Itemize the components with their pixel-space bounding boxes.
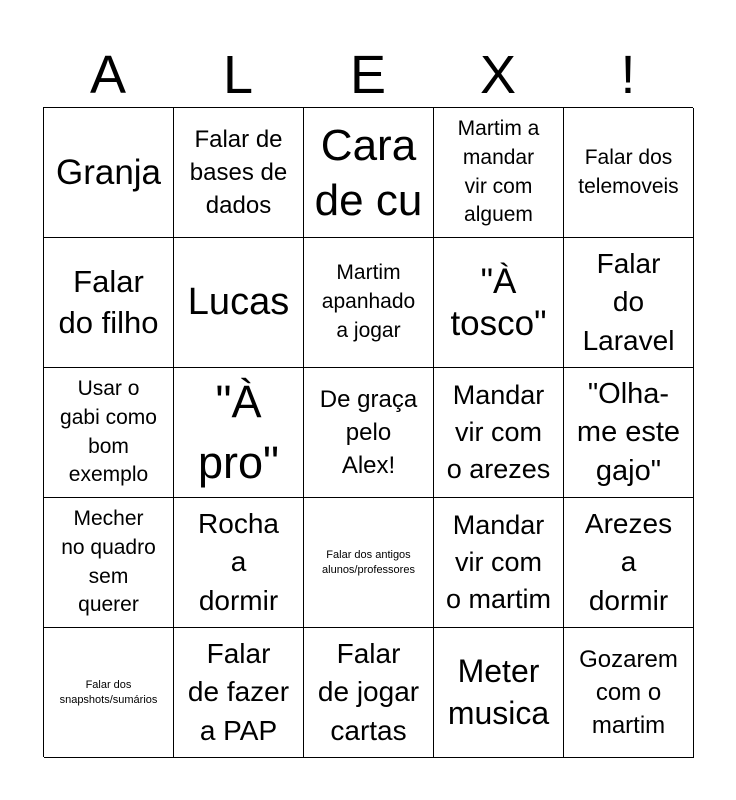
bingo-cell-r3c3[interactable] <box>304 368 434 498</box>
bingo-cell-r5c3[interactable] <box>304 628 434 758</box>
bingo-board <box>43 107 693 757</box>
cell-text: Falar dos snapshots/sumários <box>59 678 158 706</box>
cell-text: "Olha- me este gajo" <box>576 378 681 487</box>
cell-text: "À tosco" <box>450 261 547 343</box>
bingo-cell-r3c5[interactable] <box>564 368 694 498</box>
cell-text: Falar dos telemoveis <box>578 145 679 198</box>
bingo-cell-r2c2[interactable] <box>174 238 304 368</box>
cell-text: Martim apanhado a jogar <box>321 261 416 342</box>
cell-text: Lucas <box>187 280 290 323</box>
bingo-cell-r4c2[interactable] <box>174 498 304 628</box>
cell-text: Martim a mandar vir com alguem <box>457 116 540 227</box>
bingo-cell-r2c1[interactable] <box>44 238 174 368</box>
bingo-cell-r3c2[interactable] <box>174 368 304 498</box>
bingo-cell-r2c4[interactable] <box>434 238 564 368</box>
bingo-cell-r4c4[interactable] <box>434 498 564 628</box>
cell-text: Falar do Laravel <box>582 247 675 356</box>
title-letter-a: A <box>89 45 127 105</box>
cell-text: Mecher no quadro sem querer <box>61 506 156 617</box>
bingo-cell-r4c5[interactable] <box>564 498 694 628</box>
cell-text: Granja <box>55 152 162 192</box>
title-letter-l: L <box>222 45 254 105</box>
cell-text: Rocha a dormir <box>198 507 279 616</box>
cell-text: Falar de fazer a PAP <box>187 637 290 746</box>
title-letter-x: X <box>479 45 517 105</box>
cell-text: De graça pelo Alex! <box>319 385 418 480</box>
title-exclamation: ! <box>620 45 636 105</box>
cell-text: Mandar vir com o martim <box>445 510 551 614</box>
cell-text: Gozarem com o martim <box>579 645 678 740</box>
cell-text: Falar de jogar cartas <box>317 637 420 746</box>
cell-text: Mandar vir com o arezes <box>446 380 551 484</box>
bingo-cell-r1c5[interactable] <box>564 108 694 238</box>
bingo-cell-r5c1[interactable] <box>44 628 174 758</box>
bingo-cell-r1c2[interactable] <box>174 108 304 238</box>
bingo-cell-r5c4[interactable] <box>434 628 564 758</box>
bingo-cell-r4c3[interactable] <box>304 498 434 628</box>
bingo-cell-r5c5[interactable] <box>564 628 694 758</box>
bingo-cell-r1c1[interactable] <box>44 108 174 238</box>
cell-text: "À pro" <box>197 375 279 488</box>
bingo-cell-r3c4[interactable] <box>434 368 564 498</box>
bingo-cell-r1c4[interactable] <box>434 108 564 238</box>
bingo-cell-r1c3[interactable] <box>304 108 434 238</box>
cell-text: Arezes a dormir <box>584 507 673 616</box>
bingo-cell-r4c1[interactable] <box>44 498 174 628</box>
cell-text: Falar de bases de dados <box>189 125 288 220</box>
cell-text: Falar dos antigos alunos/professores <box>322 548 415 576</box>
bingo-cell-r5c2[interactable] <box>174 628 304 758</box>
cell-text: Usar o gabi como bom exemplo <box>60 376 157 487</box>
bingo-cell-r3c1[interactable] <box>44 368 174 498</box>
bingo-cell-r2c3[interactable] <box>304 238 434 368</box>
bingo-cell-r2c5[interactable] <box>564 238 694 368</box>
cell-text: Cara de cu <box>314 120 423 225</box>
cell-text: Falar do filho <box>58 264 159 340</box>
title-letter-e: E <box>349 45 387 105</box>
cell-text: Meter musica <box>447 652 550 731</box>
bingo-title <box>43 42 693 108</box>
